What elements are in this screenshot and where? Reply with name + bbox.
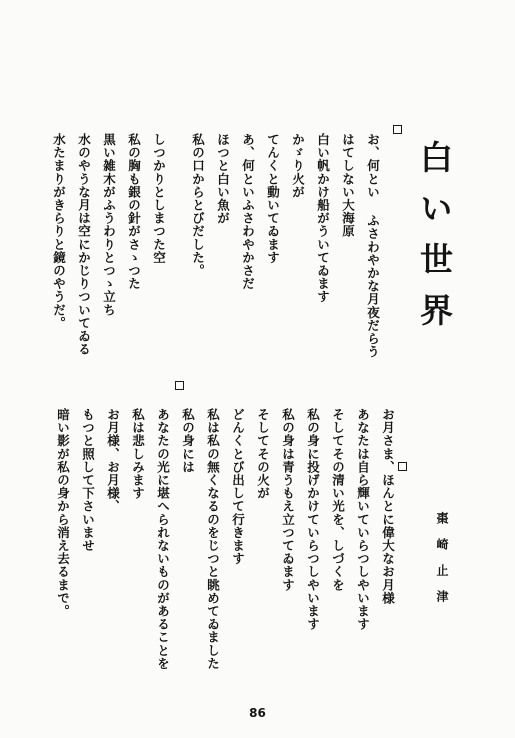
stanza2-line-5: 水たまりがきらりと鏡のやうだ。	[51, 133, 67, 330]
stanza3-line-10: あなたの光に堪へられないものがあることを	[155, 408, 171, 670]
section-mark-3	[398, 462, 407, 471]
stanza2-line-4: 水のやうな月は空にかじりついてゐる	[76, 133, 92, 356]
stanza3-line-13: もつと照して下さいませ	[80, 408, 96, 553]
stanza1-line-8: 私の口からとびだした。	[190, 133, 206, 278]
stanza3-line-7: どんくとび出して行きます	[230, 408, 246, 566]
section-mark-2	[175, 381, 184, 390]
section-mark-1	[393, 125, 402, 134]
stanza1-line-2: はてしない大海原	[340, 133, 356, 238]
stanza1-line-4: かゞり火が	[290, 133, 306, 199]
stanza3-line-11: 私は悲しみます	[130, 408, 146, 500]
poem-title: 白い世界	[415, 140, 454, 344]
stanza3-line-6: そしてその火が	[255, 408, 271, 500]
stanza1-line-7: ほつと白い魚が	[215, 133, 231, 225]
stanza1-line-5: てんくと動いてゐます	[265, 133, 281, 264]
stanza3-line-1: お月さま、ほんとに偉大なお月様	[380, 408, 396, 605]
stanza2-line-2: 私の胸も銀の針がさゝつた	[126, 133, 142, 291]
stanza3-line-4: 私の身に投げかけていらつしやいます	[305, 408, 321, 631]
stanza2-line-1: しつかりとしまつた空	[151, 133, 167, 264]
stanza3-line-5: 私の身は青うもえ立つてゐます	[280, 408, 296, 592]
poem-author: 棗崎止津	[435, 512, 449, 616]
stanza1-line-3: 白い帆かけ船がういてゐます	[315, 133, 331, 304]
stanza3-line-8: 私は私の無くなるのをじつと眺めてゐました	[205, 408, 221, 670]
stanza3-line-2: あなたは自ら輝いていらつしやいます	[355, 408, 371, 631]
stanza1-line-1: お、何とい ふさわやかな月夜だらう	[365, 133, 381, 359]
stanza2-line-3: 黒い雑木がふうわりとつゝ立ち	[101, 133, 117, 317]
stanza3-line-12: お月様、お月様、	[105, 408, 121, 513]
stanza3-line-3: そしてその清い光を、しづくを	[330, 408, 346, 592]
page-number: 86	[249, 706, 266, 720]
stanza3-line-14: 暗い影が私の身から消え去るまで。	[55, 408, 71, 618]
stanza3-line-9: 私の身には	[180, 408, 196, 474]
stanza1-line-6: あ、何といふさわやかさだ	[240, 133, 256, 291]
